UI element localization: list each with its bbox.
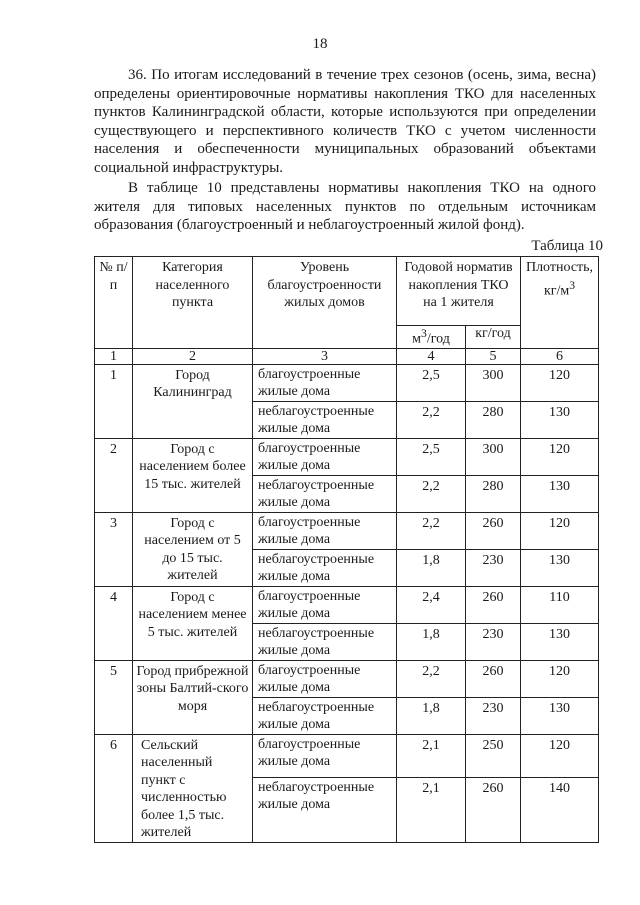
housing-level: неблагоустроенные жилые дома xyxy=(253,623,397,660)
density-value: 110 xyxy=(521,586,599,623)
norm-kg-value: 230 xyxy=(466,549,521,586)
density-value: 140 xyxy=(521,777,599,842)
row-number: 4 xyxy=(95,586,133,660)
density-value: 130 xyxy=(521,401,599,438)
table-row xyxy=(95,438,599,475)
table-row xyxy=(95,660,599,697)
norm-m3-value: 1,8 xyxy=(397,697,466,734)
norm-kg-value: 280 xyxy=(466,475,521,512)
norm-kg-value: 260 xyxy=(466,660,521,697)
header-norm: Годовой норматив накопления ТКО на 1 жителя xyxy=(397,257,521,326)
table-caption: Таблица 10 xyxy=(531,238,603,254)
housing-level: благоустроенные жилые дома xyxy=(253,660,397,697)
norm-m3-value: 2,4 xyxy=(397,586,466,623)
housing-level: благоустроенные жилые дома xyxy=(253,438,397,475)
density-value: 130 xyxy=(521,549,599,586)
norm-m3-value: 2,1 xyxy=(397,777,466,842)
norm-kg-value: 230 xyxy=(466,697,521,734)
column-number: 2 xyxy=(133,348,253,364)
column-number-row xyxy=(95,348,599,364)
norm-kg-value: 280 xyxy=(466,401,521,438)
paragraph-text: В таблице 10 представлены нормативы накопления ТКО на одного жителя для типовых населенных пунктов по отдельным источникам образования (благоустроенный и неблагоустроенный жилой фонд). xyxy=(94,180,596,234)
norm-m3-value: 2,5 xyxy=(397,364,466,401)
density-value: 130 xyxy=(521,623,599,660)
norm-m3-value: 2,1 xyxy=(397,734,466,777)
column-number: 6 xyxy=(521,348,599,364)
header-unit-kg: кг/год xyxy=(466,326,521,349)
unit-m3-sup: 3 xyxy=(421,327,427,340)
norm-kg-value: 300 xyxy=(466,438,521,475)
norm-kg-value: 250 xyxy=(466,734,521,777)
row-number: 6 xyxy=(95,734,133,842)
density-value: 120 xyxy=(521,734,599,777)
norm-m3-value: 2,2 xyxy=(397,660,466,697)
unit-m3-rest: /год xyxy=(426,331,450,347)
density-value: 130 xyxy=(521,697,599,734)
norm-m3-value: 1,8 xyxy=(397,623,466,660)
housing-level: неблагоустроенные жилые дома xyxy=(253,475,397,512)
column-number: 4 xyxy=(397,348,466,364)
column-number: 5 xyxy=(466,348,521,364)
header-density xyxy=(521,257,599,349)
table-row xyxy=(95,734,599,777)
settlement-category: Город Калининград xyxy=(133,364,253,438)
housing-level: неблагоустроенные жилые дома xyxy=(253,697,397,734)
density-value: 130 xyxy=(521,475,599,512)
density-value: 120 xyxy=(521,438,599,475)
norm-kg-value: 260 xyxy=(466,586,521,623)
header-density-sup: 3 xyxy=(569,278,576,292)
waste-norms-table xyxy=(94,256,599,843)
housing-level: неблагоустроенные жилые дома xyxy=(253,549,397,586)
row-number: 2 xyxy=(95,438,133,512)
norm-kg-value: 260 xyxy=(466,512,521,549)
paragraph-36 xyxy=(94,66,596,178)
header-density-text: Плотность, кг/м xyxy=(525,260,594,299)
settlement-category: Город прибрежной зоны Балтий-ского моря xyxy=(133,660,253,734)
housing-level: благоустроенные жилые дома xyxy=(253,586,397,623)
header-category: Категория населенного пункта xyxy=(133,257,253,349)
settlement-category: Город с населением от 5 до 15 тыс. жителей xyxy=(133,512,253,586)
housing-level: неблагоустроенные жилые дома xyxy=(253,777,397,842)
norm-kg-value: 260 xyxy=(466,777,521,842)
row-number: 3 xyxy=(95,512,133,586)
norm-m3-value: 2,5 xyxy=(397,438,466,475)
housing-level: благоустроенные жилые дома xyxy=(253,512,397,549)
norm-m3-value: 1,8 xyxy=(397,549,466,586)
paragraph-text: 36. По итогам исследований в течение трех сезонов (осень, зима, весна) определены ориентировочные нормативы накопления ТКО для населенных пунктов Калининградской области, которые используются при определении существующего и перспективного количеств ТКО с учетом численности населения и обеспеченности муниципальных образований объектами социальной инфраструктуры. xyxy=(94,67,596,176)
norm-m3-value: 2,2 xyxy=(397,401,466,438)
norm-m3-value: 2,2 xyxy=(397,475,466,512)
settlement-category: Сельский населенный пункт с численностью более 1,5 тыс. жителей xyxy=(133,734,253,842)
header-unit-m3 xyxy=(397,326,466,349)
norm-m3-value: 2,2 xyxy=(397,512,466,549)
table-row xyxy=(95,586,599,623)
header-num: № п/п xyxy=(95,257,133,349)
density-value: 120 xyxy=(521,660,599,697)
header-level: Уровень благоустроенности жилых домов xyxy=(253,257,397,349)
page-number: 18 xyxy=(312,36,328,52)
norm-kg-value: 230 xyxy=(466,623,521,660)
row-number: 5 xyxy=(95,660,133,734)
density-value: 120 xyxy=(521,512,599,549)
density-value: 120 xyxy=(521,364,599,401)
table-row xyxy=(95,364,599,401)
column-number: 1 xyxy=(95,348,133,364)
column-number: 3 xyxy=(253,348,397,364)
table-row xyxy=(95,512,599,549)
paragraph-table-intro xyxy=(94,179,596,235)
row-number: 1 xyxy=(95,364,133,438)
norm-kg-value: 300 xyxy=(466,364,521,401)
housing-level: неблагоустроенные жилые дома xyxy=(253,401,397,438)
settlement-category: Город с населением более 15 тыс. жителей xyxy=(133,438,253,512)
housing-level: благоустроенные жилые дома xyxy=(253,734,397,777)
housing-level: благоустроенные жилые дома xyxy=(253,364,397,401)
unit-m3-base: м xyxy=(412,331,421,347)
settlement-category: Город с населением менее 5 тыс. жителей xyxy=(133,586,253,660)
